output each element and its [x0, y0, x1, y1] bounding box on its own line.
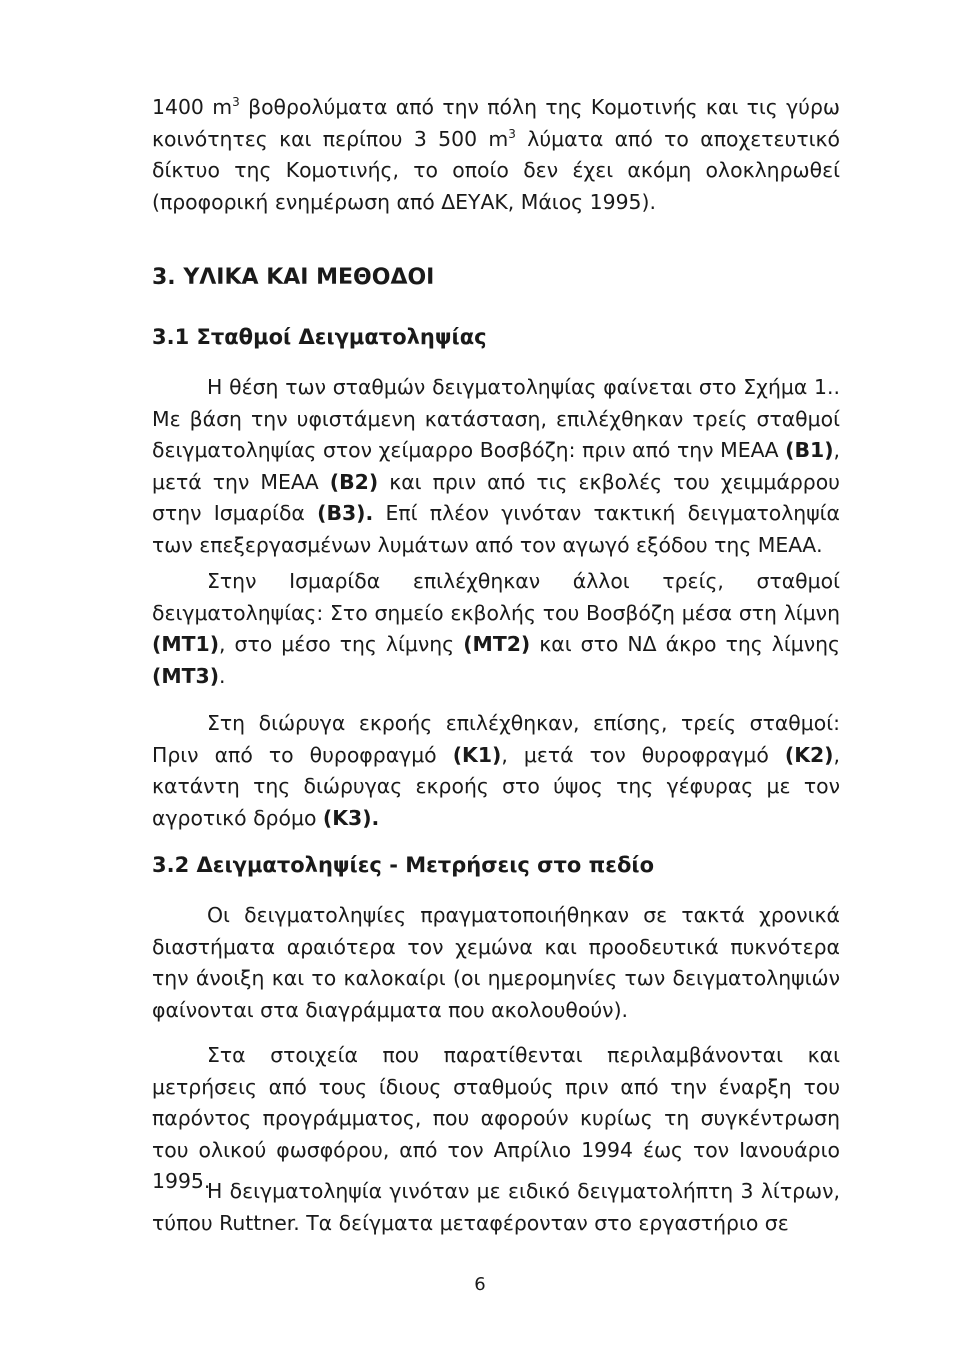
sampling-paragraph-2: Στα στοιχεία που παρατίθενται περιλαμβάνονται και μετρήσεις από τους ίδιους σταθμούς πριν από την έναρξη του παρόντος προγράμματος, που αφορούν κυρίως τη συγκέντρωση του ολικού φωσφόρου, από τον Απρίλιο 1994 έως τον Ιανουάριο 1995.: [152, 1043, 840, 1193]
intro-text-2: βοθρολύματα από την πόλη της Κομοτινής και τις γύρω κοινότητες και περίπου 3 500 m: [152, 95, 840, 151]
superscript-cubic: 3: [232, 95, 240, 110]
text-run: , μετά την ΜΕΑΑ: [152, 438, 840, 494]
station-code-k2: (Κ2): [784, 742, 834, 767]
text-run: .: [219, 663, 226, 688]
station-code-k1: (Κ1): [452, 742, 502, 767]
section-heading-3-1: 3.1 Σταθμοί Δειγματοληψίας: [152, 325, 487, 349]
intro-text-3: λύματα από το αποχετευτικό δίκτυο της Κομοτινής, το οποίο δεν έχει ακόμη ολοκληρωθεί (προφορική ενημέρωση από ΔΕΥΑΚ, Μάιος 1995).: [152, 126, 841, 214]
text-run: Στη διώρυγα εκροής επιλέχθηκαν, επίσης, τρείς σταθμοί: Πριν από το θυροφραγμό: [152, 711, 840, 767]
station-code-mt3: (ΜΤ3): [152, 663, 220, 688]
stations-paragraph-1: [152, 372, 840, 561]
station-code-mt2: (ΜΤ2): [463, 632, 531, 656]
text-run: Επί πλέον γινόταν τακτική δειγματοληψία των επεξεργασμένων λυμάτων από τον αγωγό εξόδου της ΜΕΑΑ.: [152, 501, 840, 557]
sampling-paragraph-1: Οι δειγματοληψίες πραγματοποιήθηκαν σε τακτά χρονικά διαστήματα αραιότερα τον χεμώνα και προοδευτικά πυκνότερα την άνοιξη και το καλοκαίρι (οι ημερομηνίες των δειγματοληψιών φαίνονται στα διαγράμματα που ακολουθούν).: [152, 903, 840, 1022]
text-run: , στο μέσο της λίμνης: [219, 632, 464, 656]
page-number: 6: [474, 1274, 486, 1295]
text-run: , μετά τον θυροφραγμό: [501, 742, 785, 767]
text-run: Η θέση των σταθμών δειγματοληψίας φαίνεται στο Σχήμα 1.. Με βάση την υφιστάμενη κατάσταση, επιλέχθηκαν τρείς σταθμοί δειγματοληψίας στον χείμαρρο Βοσβόζη: πριν από την ΜΕΑΑ: [152, 375, 840, 462]
sampling-paragraph-3: Η δειγματοληψία γινόταν με ειδικό δειγματολήπτη 3 λίτρων, τύπου Ruttner. Τα δείγματα μεταφέρονταν στο εργαστήριο σε: [152, 1179, 840, 1235]
text-run: , κατάντη της διώρυγας εκροής στο ύψος της γέφυρας με τον αγροτικό δρόμο: [152, 742, 840, 830]
superscript-cubic: 3: [508, 126, 516, 141]
text-run: και στο ΝΔ άκρο της λίμνης: [530, 632, 840, 656]
intro-text-1: 1400 m: [152, 95, 233, 119]
text-run: και πριν από τις εκβολές του χειμμάρρου στην Ισμαρίδα: [152, 469, 840, 525]
text-run: Στην Ισμαρίδα επιλέχθηκαν άλλοι τρείς, σταθμοί δειγματοληψίας: Στο σημείο εκβολής του Βοσβόζη μέσα στη λίμνη: [152, 569, 840, 625]
intro-paragraph: [152, 92, 840, 218]
station-code-b2: (Β2): [329, 469, 379, 494]
section-heading-3-2: 3.2 Δειγματοληψίες - Μετρήσεις στο πεδίο: [152, 853, 655, 877]
station-code-mt1: (ΜΤ1): [152, 632, 220, 656]
stations-paragraph-2: [152, 566, 840, 692]
station-code-b3: (Β3).: [317, 501, 374, 525]
stations-paragraph-3: [152, 708, 840, 834]
section-heading-3: 3. ΥΛΙΚΑ ΚΑΙ ΜΕΘΟΔΟΙ: [152, 265, 435, 290]
station-code-k3: (Κ3).: [322, 805, 380, 830]
station-code-b1: (Β1): [785, 438, 834, 462]
